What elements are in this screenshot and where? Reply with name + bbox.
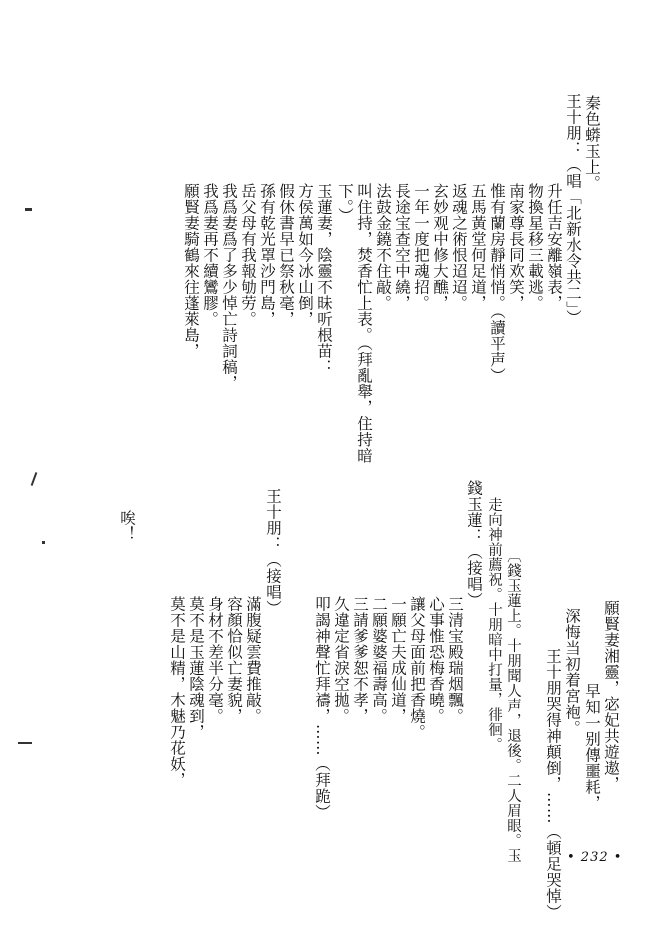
speaker-line: 王十朋：（唱「北新水令共二」）: [564, 93, 582, 326]
verse-line: 二願婆婆福壽高。: [370, 596, 388, 724]
verse-line: 早知一别傳噩耗，: [583, 683, 601, 811]
verse-line: 一願亡夫成仙道，: [389, 596, 407, 724]
verse-line: 容顏恰似亡妻貌，: [225, 596, 243, 724]
verse-line: 岳父母有我報劬劳。: [239, 183, 257, 327]
verse-line: 物換星移三載逃。: [526, 183, 544, 311]
interjection: 唉！: [118, 510, 136, 542]
verse-line: 三請爹爹恕不孝，: [351, 596, 369, 724]
page-number: • 232 •: [567, 850, 623, 865]
verse-line: 滿腹疑雲費推敲。: [244, 596, 262, 724]
verse-line: 玉蓮妻，陰靈不昧听根苗：: [315, 183, 333, 375]
stage-direction: 走向神前薦祝。十朋暗中打量，徘徊。: [486, 497, 502, 752]
verse-line: 我爲妻爲了多少悼亡詩詞稿，: [220, 183, 238, 391]
verse-line: 願賢妻湘靈，宓妃共遊遨，: [602, 600, 620, 792]
scan-mark: [42, 541, 45, 544]
verse-line: 返魂之術恨迢迢。: [450, 183, 468, 311]
scan-mark: [18, 742, 32, 744]
verse-line: 讓父母面前把香燒。: [408, 596, 426, 740]
verse-line: 莫不是山精，木魅乃花妖，: [168, 596, 186, 788]
verse-line: 升任吉安離嶺表，: [545, 183, 563, 311]
verse-line: 一年一度把魂招。: [412, 183, 430, 311]
speaker-line: 王十朋：（接唱）: [264, 488, 282, 616]
verse-line: 孫有乾光罩沙門島，: [258, 183, 276, 327]
verse-line: 法鼓金鐃不住敲。: [374, 183, 392, 311]
scan-mark: [31, 472, 38, 486]
verse-line: 南家尊長同欢笑，: [507, 183, 525, 311]
verse-line: 假休書早已祭秋毫，: [277, 183, 295, 327]
speaker-line: 錢玉蓮：（接唱）: [465, 480, 483, 608]
verse-line: 長途宝查空中繞，: [393, 183, 411, 311]
verse-line: 身材不差半分毫。: [206, 596, 224, 724]
verse-line: 惟有蘭房靜悄悄。（讀平声）: [488, 183, 506, 384]
verse-line: 深悔当初着宮袍。: [563, 608, 581, 736]
stage-direction: 下。）: [336, 183, 354, 224]
scan-mark: [25, 208, 32, 211]
verse-line: 心事惟恐梅香曉。: [427, 596, 445, 724]
stage-direction: 〔錢玉蓮上。十朋聞人声，退後。二人眉眼。玉: [505, 548, 521, 863]
verse-line: 方侯萬如今冰山倒，: [296, 183, 314, 327]
stage-direction: 秦色蟒玉上。: [583, 95, 601, 191]
verse-line: 五馬黃堂何足道，: [469, 183, 487, 311]
verse-line: 我爲妻再不續鸞膠。: [201, 183, 219, 327]
verse-line: 叩謁神聲忙拜禱，……（拜跪）: [313, 596, 331, 820]
verse-line: 三清宝殿瑞烟飄。: [446, 596, 464, 724]
verse-line: 願賢妻騎鶴來往蓬萊島，: [182, 183, 200, 359]
verse-line: 久違定省淚空拋。: [332, 596, 350, 724]
verse-line: 莫不是玉蓮陰魂到，: [187, 596, 205, 740]
verse-line: 玄妙观中修大醮，: [431, 183, 449, 311]
verse-line: 叫住持，焚香忙上表。（拜亂舉，住持暗: [355, 183, 373, 464]
verse-line: 王十朋哭得神顛倒，……（頓足哭悼）: [544, 648, 562, 920]
